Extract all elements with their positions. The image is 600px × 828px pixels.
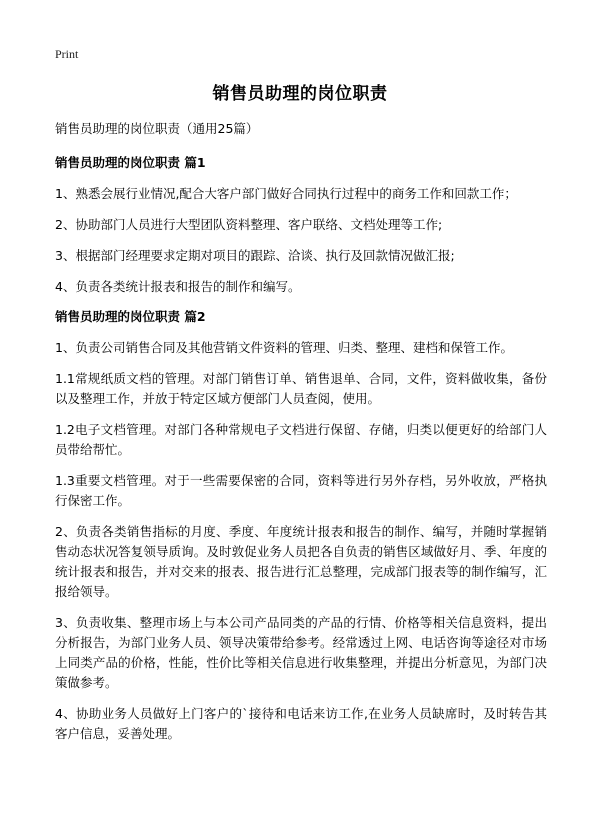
paragraph: 2、负责各类销售指标的月度、季度、年度统计报表和报告的制作、编写，并随时掌握销售动态状况答复领导质询。及时敦促业务人员把各自负责的销售区域做好月、季、年度的统计报表和报告，并对交来的报表、报告进行汇总整理，完成部门报表等的制作编写，汇报给领导。 [55, 524, 547, 599]
paragraph: 3、根据部门经理要求定期对项目的跟踪、洽谈、执行及回款情况做汇报; [55, 248, 455, 263]
paragraph: 4、负责各类统计报表和报告的制作和编写。 [55, 279, 301, 294]
paragraph: 4、协助业务人员做好上门客户的`接待和电话来访工作,在业务人员缺席时，及时转告其客户信息，妥善处理。 [55, 706, 547, 741]
document-body [55, 120, 547, 755]
paragraph: 2、协助部门人员进行大型团队资料整理、客户联络、文档处理等工作; [55, 217, 443, 232]
section-1 [55, 154, 547, 297]
section-heading: 销售员助理的岗位职责 篇2 [55, 309, 206, 324]
paragraph: 3、负责收集、整理市场上与本公司产品同类的产品的行情、价格等相关信息资料，提出分析报告，为部门业务人员、领导决策带给参考。经常透过上网、电话咨询等途径对市场上同类产品的价格，性能，性价比等相关信息进行收集整理，并提出分析意见，为部门决策做参考。 [55, 615, 547, 690]
section-2 [55, 308, 547, 744]
paragraph: 1.1常规纸质文档的管理。对部门销售订单、销售退单、合同，文件，资料做收集，备份以及整理工作，并放于特定区域方便部门人员查阅，使用。 [55, 371, 547, 406]
paragraph: 1、负责公司销售合同及其他营销文件资料的管理、归类、整理、建档和保管工作。 [55, 340, 513, 355]
page-title: 销售员助理的岗位职责 [212, 84, 388, 104]
paragraph: 1.3重要文档管理。对于一些需要保密的合同，资料等进行另外存档，另外收放，严格执行保密工作。 [55, 473, 547, 508]
paragraph: 1、熟悉会展行业情况,配合大客户部门做好合同执行过程中的商务工作和回款工作； [55, 186, 517, 201]
document-subtitle: 销售员助理的岗位职责（通用25篇） [55, 121, 259, 136]
print-label: Print [55, 47, 79, 61]
paragraph: 1.2电子文档管理。对部门各种常规电子文档进行保留、存储，归类以便更好的给部门人员带给帮忙。 [55, 422, 547, 457]
section-heading: 销售员助理的岗位职责 篇1 [55, 155, 206, 170]
